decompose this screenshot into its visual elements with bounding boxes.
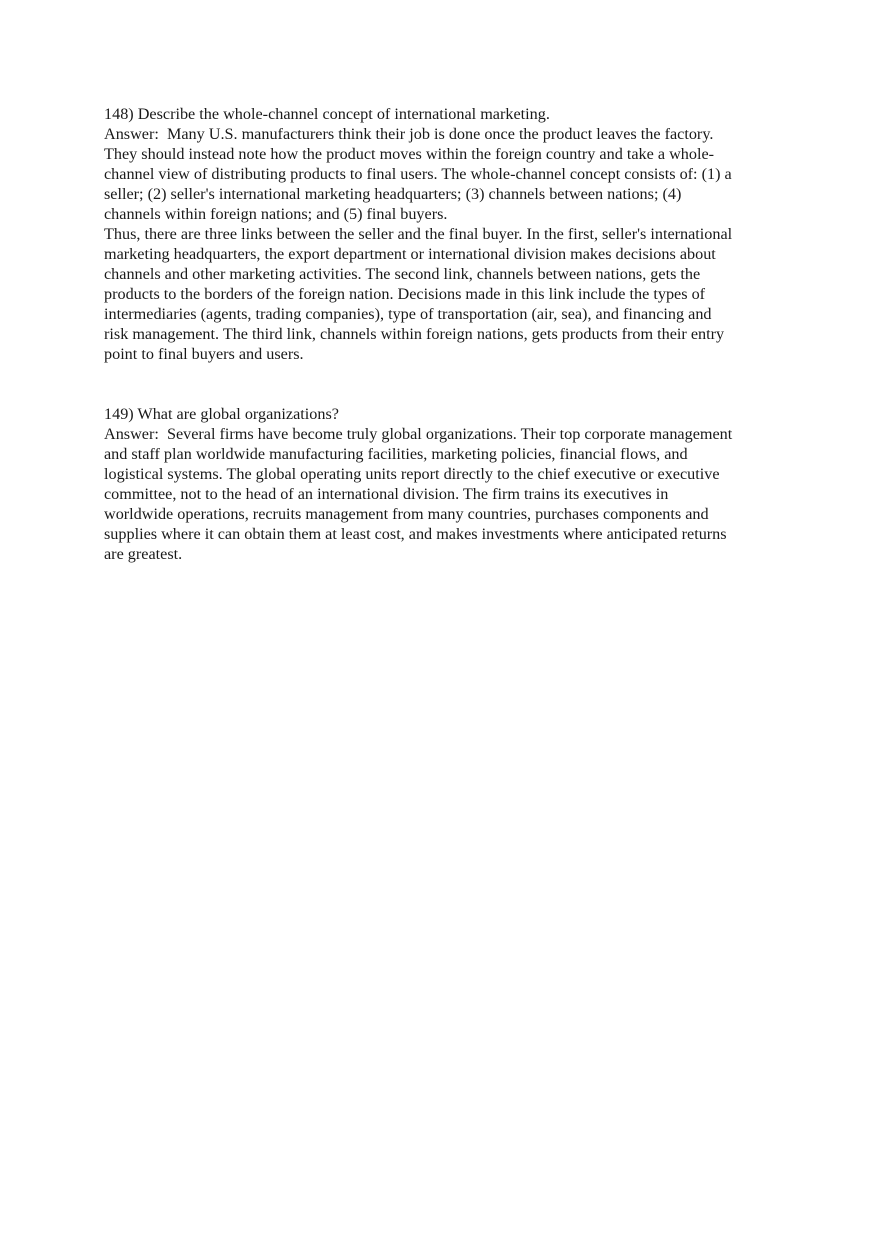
answer-148-line: Answer: Many U.S. manufacturers think their job is done once the product leaves the factory. <box>104 125 714 143</box>
answer-148-line: They should instead note how the product moves within the foreign country and take a whole- <box>104 145 715 163</box>
answer-149-line: supplies where it can obtain them at least cost, and makes investments where anticipated returns <box>104 525 727 543</box>
answer-149-line: logistical systems. The global operating units report directly to the chief executive or executive <box>104 465 720 483</box>
answer-149-line: worldwide operations, recruits management from many countries, purchases components and <box>104 505 709 523</box>
question-148 <box>104 104 780 364</box>
answer-148-line: seller; (2) seller's international marketing headquarters; (3) channels between nations; (4) <box>104 185 682 203</box>
answer-148-line: risk management. The third link, channels within foreign nations, gets products from their entry <box>104 325 725 343</box>
question-149-title: 149) What are global organizations? <box>104 405 339 423</box>
answer-149-line: Answer: Several firms have become truly global organizations. Their top corporate management <box>104 425 733 443</box>
answer-148-line: channels and other marketing activities. The second link, channels between nations, gets the <box>104 265 701 283</box>
answer-149-line: committee, not to the head of an international division. The firm trains its executives in <box>104 485 669 503</box>
answer-148-line: intermediaries (agents, trading companies), type of transportation (air, sea), and financing and <box>104 305 712 323</box>
document-page <box>104 104 780 564</box>
answer-149-line: are greatest. <box>104 545 183 563</box>
question-149 <box>104 404 780 564</box>
answer-148-line: channel view of distributing products to final users. The whole-channel concept consists of: (1) a <box>104 165 732 183</box>
answer-149-line: and staff plan worldwide manufacturing facilities, marketing policies, financial flows, and <box>104 445 688 463</box>
answer-148-line: products to the borders of the foreign nation. Decisions made in this link include the types of <box>104 285 706 303</box>
question-148-title: 148) Describe the whole-channel concept of international marketing. <box>104 105 550 123</box>
answer-148-line: point to final buyers and users. <box>104 345 304 363</box>
answer-148-line: channels within foreign nations; and (5) final buyers. <box>104 205 448 223</box>
answer-148-line: Thus, there are three links between the seller and the final buyer. In the first, seller's international <box>104 225 733 243</box>
answer-148-line: marketing headquarters, the export department or international division makes decisions about <box>104 245 716 263</box>
